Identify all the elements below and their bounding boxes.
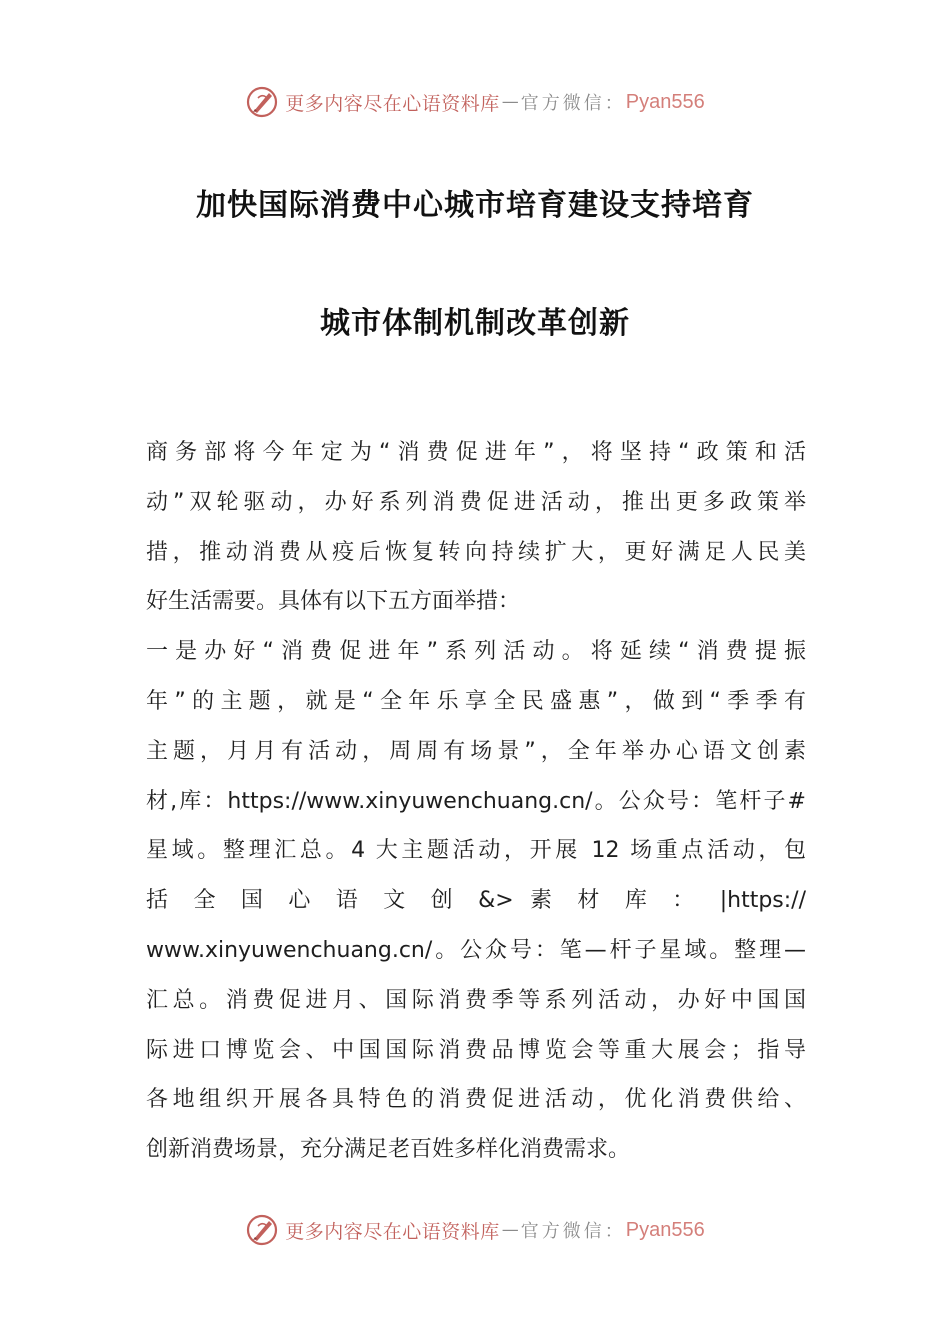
pen-logo-icon [245,85,279,119]
body-line: 际进口博览会、中国国际消费品博览会等重大展会；指导 [146,1037,806,1063]
body-line: 材,库：https://www.xinyuwenchuang.cn/。公众号：笔杆子# [146,788,806,814]
banner-wechat-label: 官方微信： [520,93,626,114]
body-line: 星域。整理汇总。4 大主题活动，开展 12 场重点活动，包 [146,838,806,864]
body-line: 括 全 国 心 语 文 创 &> 素 材 库 ： |https:// [146,888,806,914]
document-title-line-1: 加快国际消费中心城市培育建设支持培育 [196,188,754,223]
body-line: 一是办好“消费促进年”系列活动。将延续“消费提振 [146,639,806,665]
body-line: 年”的主题，就是“全年乐享全民盛惠”，做到“季季有 [146,688,806,714]
banner-text: 更多内容尽在心语资料库 [285,92,500,115]
body-line: 措，推动消费从疫后恢复转向持续扩大，更好满足人民美 [146,539,806,565]
header-watermark-banner [0,82,950,122]
body-line: 汇总。消费促进月、国际消费季等系列活动，办好中国国 [146,987,806,1013]
banner-wechat-id: Pyan556 [625,90,705,113]
banner-wechat-label: 官方微信： [520,1221,626,1242]
document-body [146,428,806,1175]
body-line: 创新消费场景，充分满足老百姓多样化消费需求。 [146,1137,631,1163]
banner-separator: — [501,92,519,112]
pen-logo-icon [245,1213,279,1247]
footer-watermark-banner [0,1210,950,1250]
body-line: 动”双轮驱动，办好系列消费促进活动，推出更多政策举 [146,489,806,515]
banner-wechat-id: Pyan556 [625,1218,705,1241]
document-title-line-2: 城市体制机制改革创新 [320,306,630,341]
body-line: 商务部将今年定为“消费促进年”，将坚持“政策和活 [146,440,806,465]
body-line: 主题，月月有活动，周周有场景”，全年举办心语文创素 [146,738,806,764]
body-line: www.xinyuwenchuang.cn/。公众号：笔—杆子星域。整理— [146,937,806,963]
banner-text: 更多内容尽在心语资料库 [285,1220,500,1243]
body-line: 好生活需要。具体有以下五方面举措： [146,589,521,615]
body-line: 各地组织开展各具特色的消费促进活动，优化消费供给、 [146,1087,806,1113]
banner-separator: — [501,1220,519,1240]
